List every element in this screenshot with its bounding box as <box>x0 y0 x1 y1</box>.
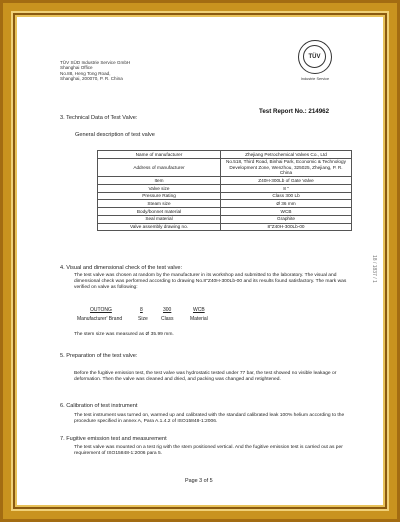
spec-value: Z40H-300Lb of Gate Valve <box>221 177 352 185</box>
table-row <box>98 185 352 193</box>
spec-value: Graphite <box>221 215 352 223</box>
section5-text: Before the fugitive emission test, the test valve was hydrostatic tested under 77 bar, the test showed no visible leakage or deformation. Then the valve was cleaned and dried, and packing was changed and retightened. <box>74 371 337 383</box>
table-row <box>98 215 352 223</box>
spec-key: Body/bonnet material <box>98 208 221 216</box>
spec-value: No.518, Third Road, Binhai Park, Economic & Technology Development Zone, Wenzhou, 325025, Zhejiang, P. R. China <box>221 158 352 177</box>
issuer-address <box>60 60 170 81</box>
section7-text: The test valve was mounted on a test rig with the stem positioned vertical. And the fugitive emission test is carried out as per requirement of ISO15848-1:2006 para 5. <box>74 445 343 457</box>
spec-value: Ø 36 mm <box>221 200 352 208</box>
spec-key: Valve assembly drawing no. <box>98 223 221 231</box>
table-row <box>98 158 352 177</box>
section7-title: 7. Fugitive emission test and measurement <box>60 436 167 442</box>
section6-text: The test instrument was turned on, warmed up and calibrated with the standard calibrated leak 100% helium according to the procedure specified in annex A, Para A.1.4.2 of ISO15848-1:2006. <box>74 413 345 425</box>
spec-key: Name of manufacturer <box>98 151 221 159</box>
section4-title: 4. Visual and dimensional check of the test valve: <box>60 265 183 271</box>
mark-label-class: Class <box>161 316 174 322</box>
section4-text: The test valve was chosen at random by the manufacturer in its workshop and submitted to the laboratory. The visual and dimensional check was performed according to drawing No.8"Z40H-300Lb-00 and its results found satisfactory. The mark was verified on valve as following: <box>74 273 347 291</box>
spec-value: WCB <box>221 208 352 216</box>
issuer-line: Shanghai, 200070, P. R. China <box>60 75 123 81</box>
mark-size: 8 <box>140 307 143 313</box>
table-row <box>98 192 352 200</box>
spec-value: 8"Z40H-300Lb-00 <box>221 223 352 231</box>
handwritten-side-mark: 18 / 1837 / 1 <box>371 255 377 283</box>
spec-value: Zhejiang Petrochemical Valves Co., Ltd <box>221 151 352 159</box>
section3-title: 3. Technical Data of Test Valve: <box>60 115 138 121</box>
spec-key: Pressure Rating <box>98 192 221 200</box>
issuer-line: No.88, Heng Tong Road, <box>60 70 111 76</box>
certificate-page <box>17 17 383 505</box>
issuer-line: Shanghai Office <box>60 65 93 71</box>
mark-class: 300 <box>163 307 172 313</box>
logo-caption: Industrie Service <box>300 77 330 81</box>
valve-spec-table <box>97 150 352 231</box>
mark-label-size: Size <box>138 316 148 322</box>
spec-key: Seal material <box>98 215 221 223</box>
mark-label-material: Material <box>190 316 208 322</box>
spec-value: 8 " <box>221 185 352 193</box>
table-row <box>98 177 352 185</box>
section6-title: 6. Calibration of test instrument <box>60 403 138 409</box>
mark-material: WCB <box>193 307 205 313</box>
spec-key: Address of manufacturer <box>98 158 221 177</box>
section5-title: 5. Preparation of the test valve: <box>60 353 138 359</box>
issuer-line: TÜV SÜD Industrie Service GmbH <box>60 60 131 65</box>
report-number: Test Report No.: 214962 <box>259 108 330 115</box>
section3-subtitle: General description of test valve <box>75 132 155 138</box>
page-number: Page 3 of 5 <box>185 478 213 484</box>
mark-brand: OUTONG <box>90 307 112 313</box>
spec-key: Item <box>98 177 221 185</box>
spec-key: Steam size <box>98 200 221 208</box>
stem-size-text: The stem size was measured as Ø 35.99 mm. <box>74 332 174 337</box>
spec-value: Class 300 Lb <box>221 192 352 200</box>
tuv-logo <box>298 40 332 74</box>
spec-key: Valve size <box>98 185 221 193</box>
table-row <box>98 151 352 159</box>
mark-label-brand: Manufacturer' Brand <box>77 316 123 322</box>
tuv-logo-text: TÜV <box>303 45 326 68</box>
table-row <box>98 208 352 216</box>
table-row <box>98 223 352 231</box>
table-row <box>98 200 352 208</box>
